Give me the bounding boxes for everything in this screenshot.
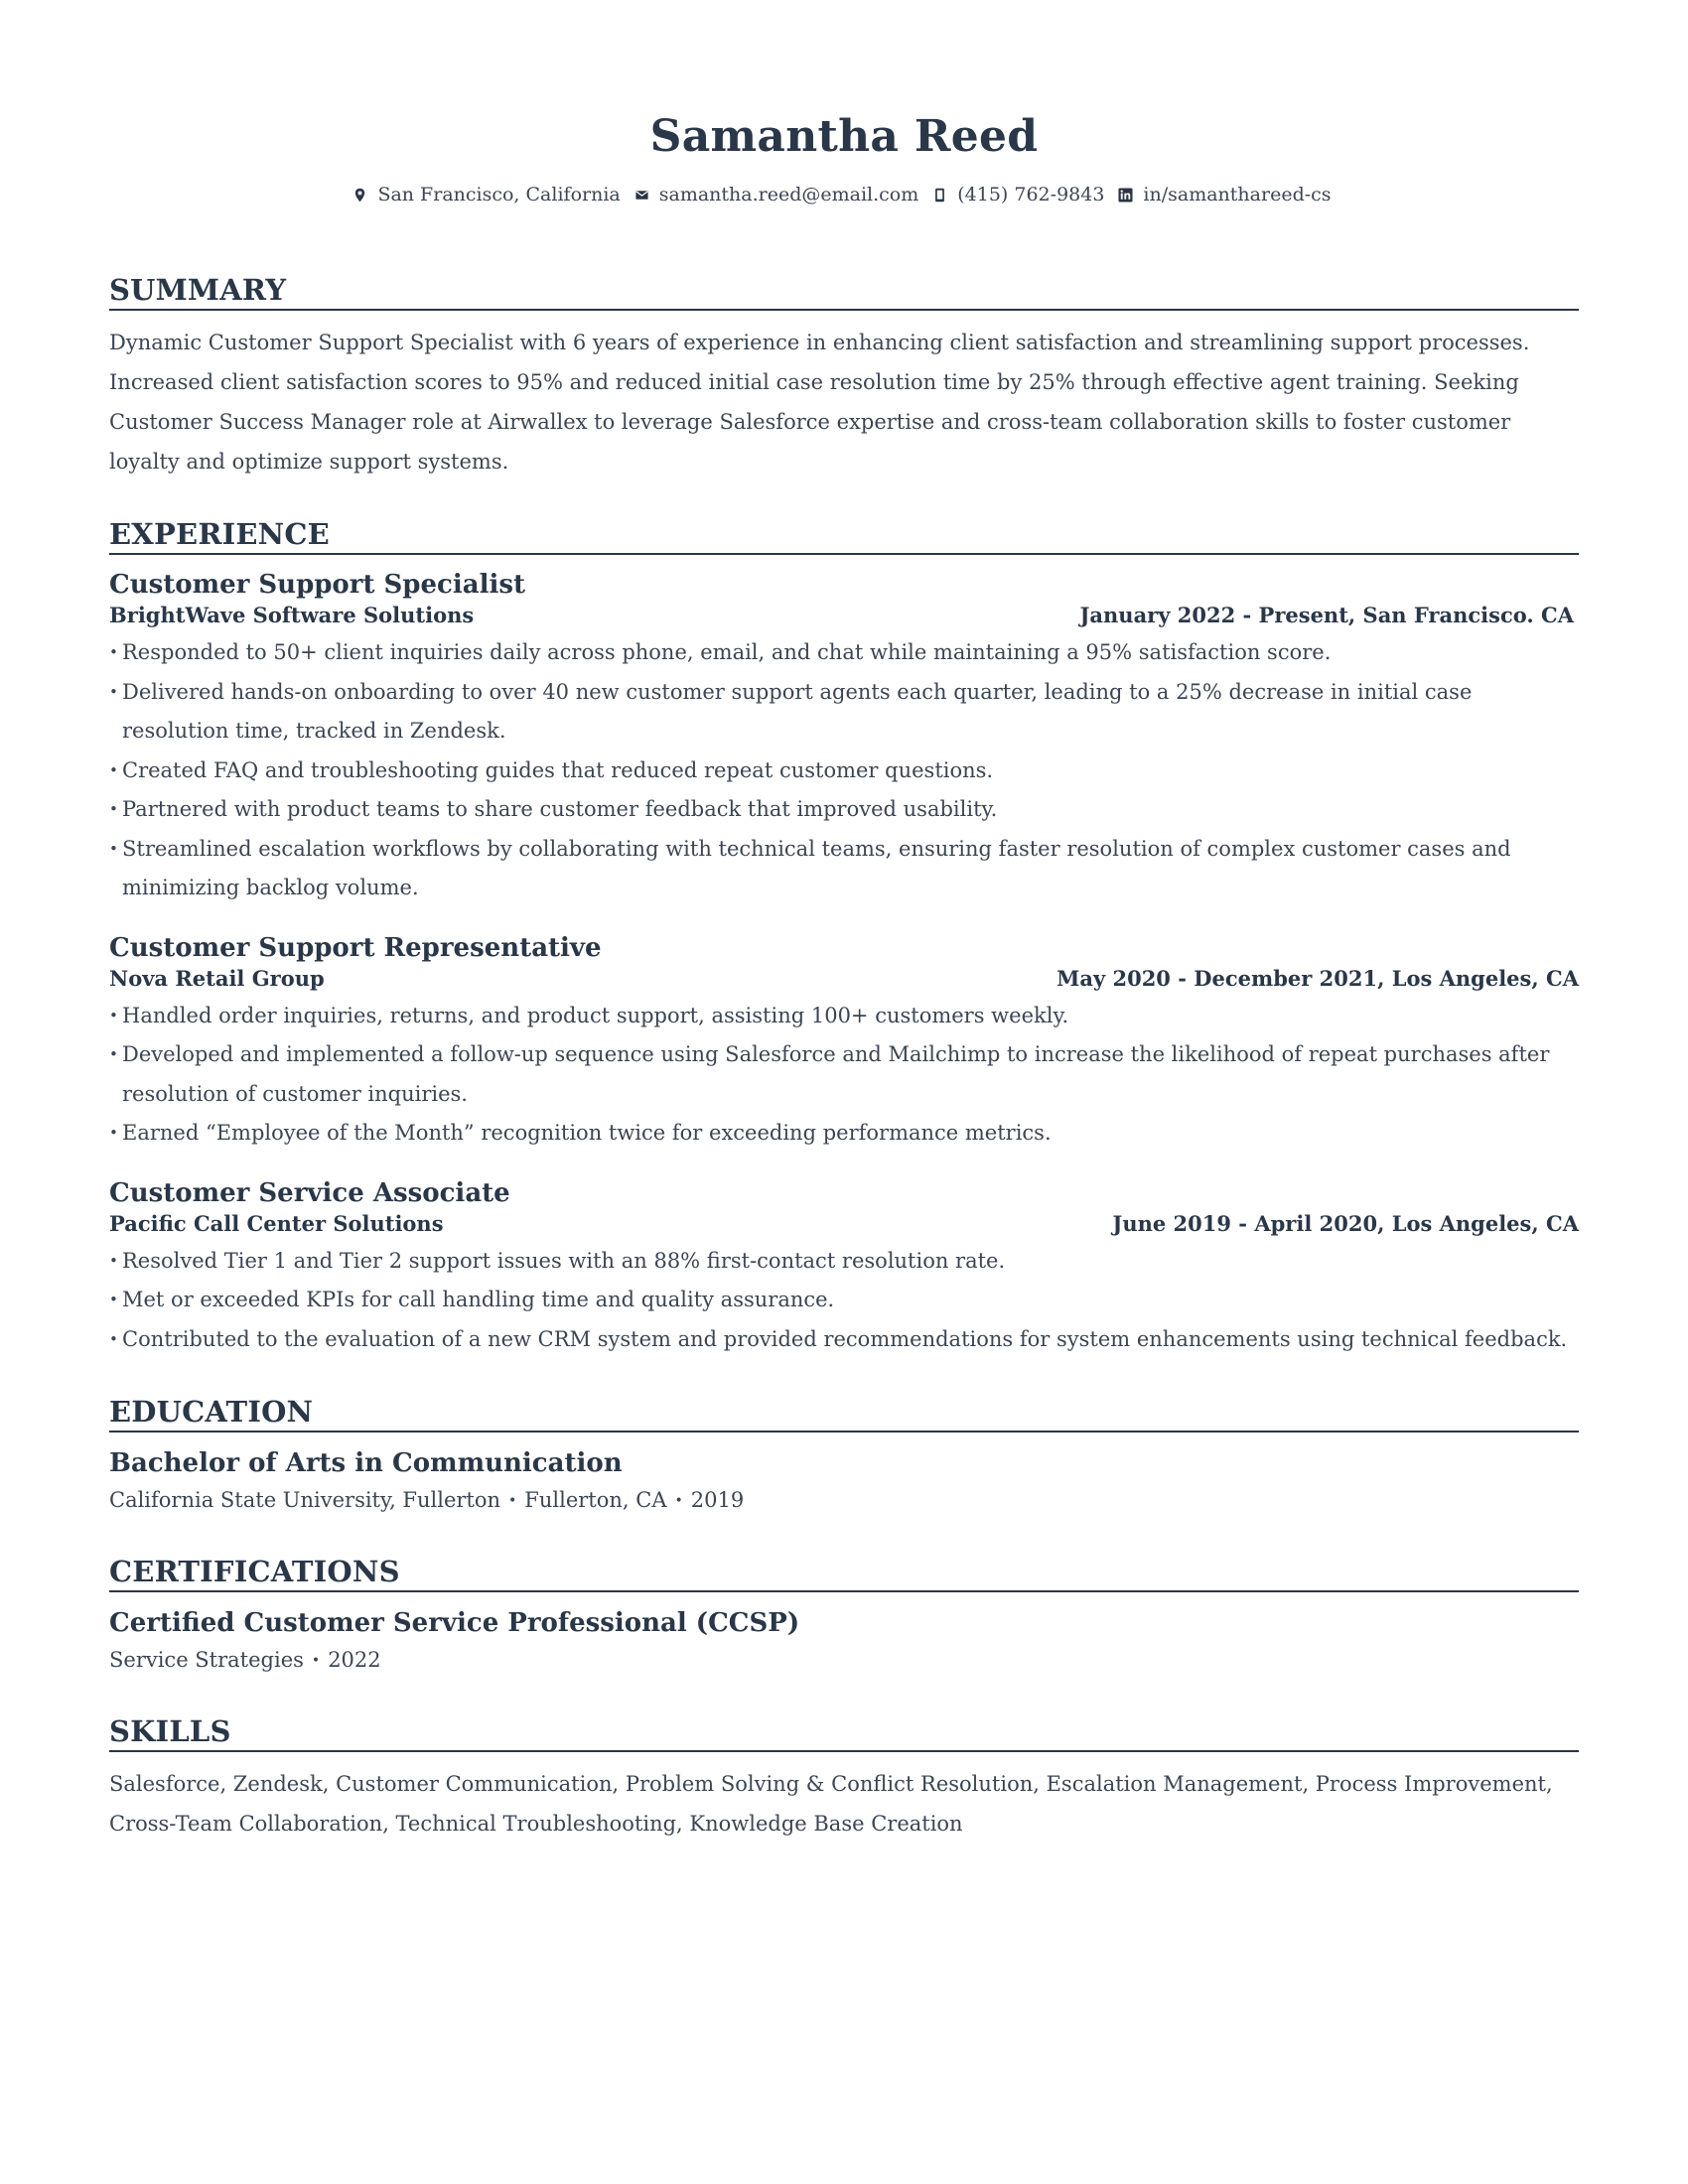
company-name: BrightWave Software Solutions <box>109 603 475 627</box>
phone-icon <box>932 188 947 203</box>
phone-text[interactable]: (415) 762-9843 <box>957 184 1105 205</box>
contact-bar <box>0 184 1688 205</box>
bullet-item: • Streamlined escalation workflows by collaborating with technical teams, ensuring faster resolution of complex customer cases and minimizing backlog volume. <box>109 830 1579 908</box>
job-title: Customer Support Representative <box>109 932 602 963</box>
company-name: Pacific Call Center Solutions <box>109 1210 444 1236</box>
certifications-section <box>109 1555 1579 1679</box>
experience-section <box>109 517 1579 1359</box>
contact-phone[interactable] <box>932 184 1104 205</box>
location-text: San Francisco, California <box>377 184 621 205</box>
bullet-item: • Earned “Employee of the Month” recognition twice for exceeding performance metrics. <box>109 1114 1579 1154</box>
job-bullets <box>109 1242 1579 1360</box>
job-bullets <box>109 997 1579 1154</box>
bullet-item: • Met or exceeded KPIs for call handling time and quality assurance. <box>109 1281 1579 1320</box>
education-heading: EDUCATION <box>109 1395 1579 1433</box>
separator-dot: • <box>674 1493 683 1509</box>
job-entry <box>109 930 1579 1154</box>
bullet-item: • Delivered hands-on onboarding to over 40 new customer support agents each quarter, leading to a 25% decrease in initial case resolution time, tracked in Zendesk. <box>109 673 1579 751</box>
company-name: Nova Retail Group <box>109 965 325 991</box>
bullet-item: • Partnered with product teams to share customer feedback that improved usability. <box>109 790 1579 830</box>
graduation-year: 2019 <box>690 1488 745 1512</box>
job-dates-location: June 2019 - April 2020, Los Angeles, CA <box>1112 1210 1579 1236</box>
summary-heading: SUMMARY <box>109 273 1579 311</box>
degree-title: Bachelor of Arts in Communication <box>109 1448 623 1478</box>
bullet-item: • Created FAQ and troubleshooting guides that reduced repeat customer questions. <box>109 751 1579 791</box>
job-title: Customer Support Specialist <box>109 570 525 600</box>
skills-section <box>109 1714 1579 1843</box>
job-meta <box>109 966 1579 991</box>
certification-issuer: Service Strategies <box>109 1648 304 1672</box>
summary-text: Dynamic Customer Support Specialist with 6 years of experience in enhancing client satisfaction and streamlining support processes. Increased client satisfaction scores to 95% and reduced initial case resolution time by 25% through effective agent training. Seeking Customer Success Manager role at Airwallex to leverage Salesforce expertise and cross-team collaboration skills to foster customer loyalty and optimize support systems. <box>109 331 1530 474</box>
job-meta <box>109 1211 1579 1236</box>
bullet-item: • Contributed to the evaluation of a new CRM system and provided recommendations for system enhancements using technical feedback. <box>109 1320 1579 1360</box>
bullet-item: • Resolved Tier 1 and Tier 2 support issues with an 88% first-contact resolution rate. <box>109 1242 1579 1282</box>
skills-text: Salesforce, Zendesk, Customer Communication, Problem Solving & Conflict Resolution, Escalation Management, Process Improvement, Cross-Team Collaboration, Technical Troubleshooting, Knowledge Base Creation <box>109 1772 1553 1836</box>
resume-content <box>109 273 1579 1879</box>
job-title: Customer Service Associate <box>109 1177 510 1208</box>
email-text[interactable]: samantha.reed@email.com <box>658 184 919 205</box>
resume-header <box>0 0 1688 205</box>
linkedin-icon <box>1118 188 1133 203</box>
education-meta <box>109 1482 1579 1519</box>
job-dates-location: May 2020 - December 2021, Los Angeles, CA <box>1056 965 1579 991</box>
job-meta <box>109 603 1579 627</box>
candidate-name: Samantha Reed <box>649 111 1039 162</box>
job-entry <box>109 1175 1579 1360</box>
education-section <box>109 1395 1579 1519</box>
separator-dot: • <box>311 1653 321 1669</box>
bullet-item: • Handled order inquiries, returns, and product support, assisting 100+ customers weekly. <box>109 997 1579 1036</box>
bullet-item: • Responded to 50+ client inquiries daily across phone, email, and chat while maintaining a 95% satisfaction score. <box>109 633 1579 673</box>
certifications-heading: CERTIFICATIONS <box>109 1555 1579 1592</box>
school-name: California State University, Fullerton <box>109 1488 501 1512</box>
job-entry <box>109 567 1579 908</box>
contact-email[interactable] <box>634 184 919 205</box>
separator-dot: • <box>508 1493 517 1509</box>
job-bullets <box>109 633 1579 908</box>
envelope-icon <box>634 188 649 203</box>
certification-year: 2022 <box>328 1648 381 1672</box>
location-pin-icon <box>352 188 367 203</box>
job-dates-location: January 2022 - Present, San Francisco. CA <box>1079 603 1574 627</box>
summary-section <box>109 273 1579 481</box>
school-location: Fullerton, CA <box>524 1488 667 1512</box>
skills-heading: SKILLS <box>109 1714 1579 1752</box>
contact-linkedin[interactable] <box>1118 184 1331 205</box>
linkedin-text[interactable]: in/samanthareed-cs <box>1143 184 1332 205</box>
certification-name: Certified Customer Service Professional (CCSP) <box>109 1608 800 1638</box>
experience-heading: EXPERIENCE <box>109 517 1579 555</box>
contact-location <box>352 184 620 205</box>
certification-meta <box>109 1642 1579 1679</box>
bullet-item: • Developed and implemented a follow-up sequence using Salesforce and Mailchimp to increase the likelihood of repeat purchases after resolution of customer inquiries. <box>109 1035 1579 1114</box>
